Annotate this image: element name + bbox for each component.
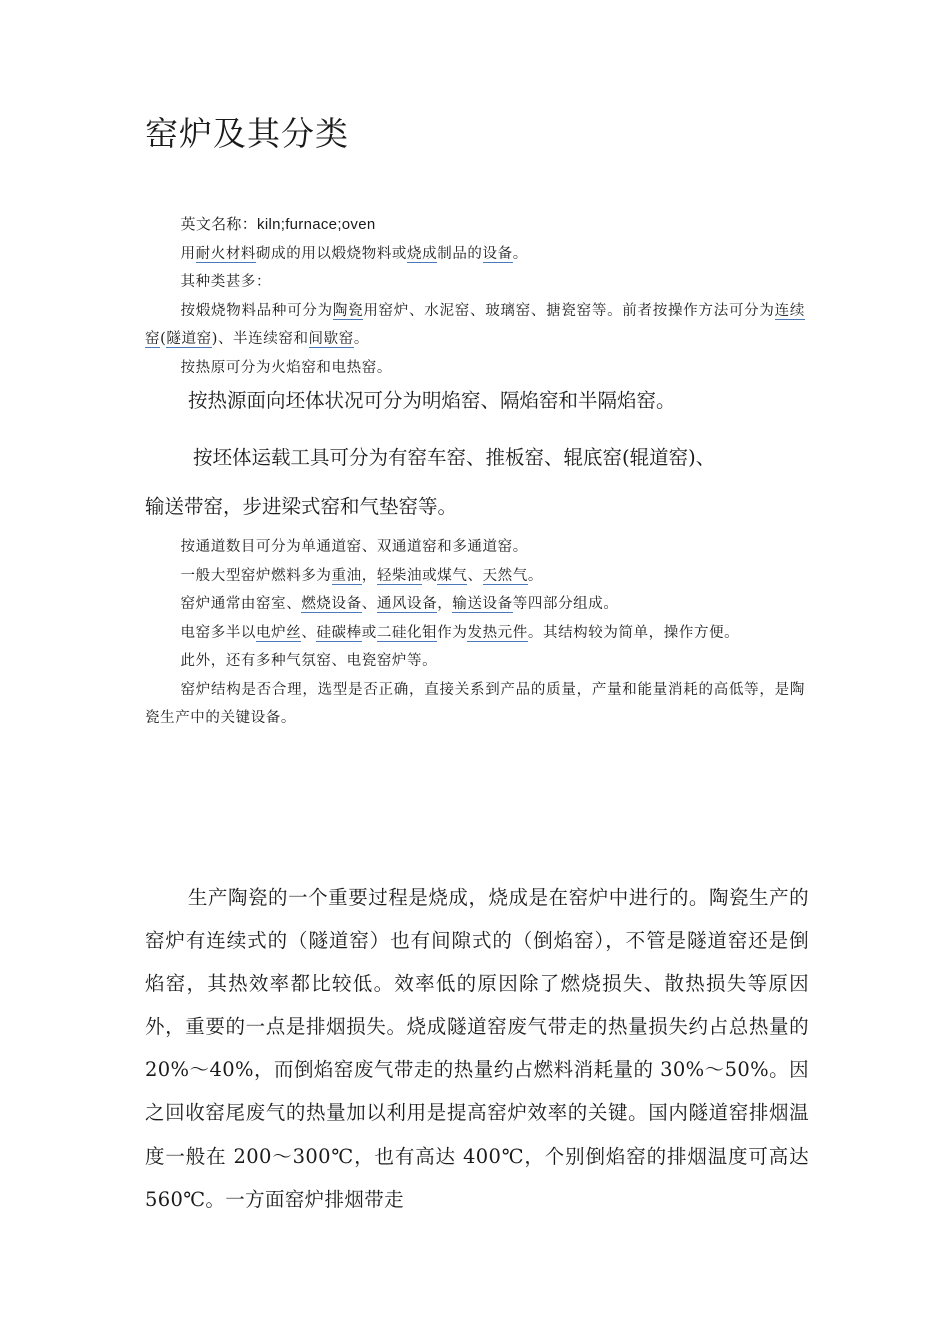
link-tunnel-kiln[interactable]: 隧道窑 (166, 331, 212, 347)
link-silicon-carbide-rod[interactable]: 硅碳棒 (316, 624, 362, 641)
link-intermittent-kiln[interactable]: 间歇窑 (308, 331, 354, 347)
link-combustion-equipment[interactable]: 燃烧设备 (301, 596, 362, 612)
english-name-paragraph: 英文名称：kiln;furnace;oven (180, 216, 376, 233)
link-firing[interactable]: 烧成 (407, 245, 438, 262)
link-heavy-oil[interactable]: 重油 (331, 567, 362, 584)
link-light-diesel[interactable]: 轻柴油 (376, 567, 423, 584)
definition-paragraph: 用耐火材料砌成的用以煅烧物料或烧成制品的设备。 (180, 245, 528, 262)
link-heating-wire[interactable]: 电炉丝 (256, 624, 302, 641)
channel-class-paragraph: 按通道数目可分为单通道窑、双通道窑和多通道窑。 (180, 539, 528, 555)
fuel-paragraph: 一般大型窑炉燃料多为重油，轻柴油或煤气、天然气。 (180, 567, 543, 584)
atmosphere-kiln-paragraph: 此外，还有多种气氛窑、电瓷窑炉等。 (180, 653, 438, 669)
structure-importance-paragraph: 窑炉结构是否合理，选型是否正确，直接关系到产品的质量，产量和能量消耗的高低等，是陶瓷生产中的关键设备。 (145, 681, 805, 726)
composition-paragraph: 窑炉通常由窑室、燃烧设备、通风设备，输送设备等四部分组成。 (180, 596, 619, 612)
flame-class-section (145, 386, 810, 416)
electric-kiln-paragraph: 电窑多半以电炉丝、硅碳棒或二硅化钼作为发热元件。其结构较为简单，操作方便。 (180, 624, 740, 641)
intro-section (145, 211, 805, 382)
link-equipment[interactable]: 设备 (482, 245, 513, 262)
carrier-class-line-2: 输送带窑，步进梁式窑和气垫窑等。 (145, 495, 458, 518)
variety-paragraph: 其种类甚多： (180, 274, 272, 290)
link-ventilation-equipment[interactable]: 通风设备 (376, 596, 438, 612)
link-refractory-material[interactable]: 耐火材料 (195, 245, 257, 262)
link-coal-gas[interactable]: 煤气 (437, 567, 468, 584)
heat-source-paragraph: 按热原可分为火焰窑和电热窑。 (180, 359, 392, 376)
link-conveying-equipment[interactable]: 输送设备 (452, 596, 513, 612)
page-title: 窑炉及其分类 (145, 114, 349, 153)
link-ceramics[interactable]: 陶瓷 (332, 302, 364, 319)
efficiency-section (145, 876, 809, 1221)
details-section (145, 533, 805, 733)
link-natural-gas[interactable]: 天然气 (482, 567, 528, 584)
link-molybdenum-disilicide[interactable]: 二硅化钼 (376, 624, 438, 641)
flame-class-paragraph: 按热源面向坯体状况可分为明焰窑、隔焰窑和半隔焰窑。 (188, 389, 676, 412)
link-heating-element[interactable]: 发热元件 (467, 624, 528, 641)
carrier-class-section (145, 433, 810, 531)
material-class-paragraph: 按煅烧物料品种可分为陶瓷用窑炉、水泥窑、玻璃窑、搪瓷窑等。前者按操作方法可分为连续窑(隧道窑)、半连续窑和间歇窑。 (145, 302, 805, 347)
link-continuous-kiln[interactable]: 连续窑 (145, 302, 805, 347)
carrier-class-line-1: 按坯体运载工具可分为有窑车窑、推板窑、辊底窑(辊道窑)、 (193, 446, 716, 469)
efficiency-paragraph: 生产陶瓷的一个重要过程是烧成，烧成是在窑炉中进行的。陶瓷生产的窑炉有连续式的（隧道窑）也有间隙式的（倒焰窑），不管是隧道窑还是倒焰窑，其热效率都比较低。效率低的原因除了燃烧损失、散热损失等原因外，重要的一点是排烟损失。烧成隧道窑废气带走的热量损失约占总热量的 20%～40%，而倒焰窑废气带走的热量约占燃料消耗量的 30%～50%。因之回收窑尾废气的热量加以利用是提高窑炉效率的关键。国内隧道窑排烟温度一般在 200～300℃，也有高达 400℃，个别倒焰窑的排烟温度可高达 560℃。一方面窑炉排烟带走 (145, 886, 809, 1211)
